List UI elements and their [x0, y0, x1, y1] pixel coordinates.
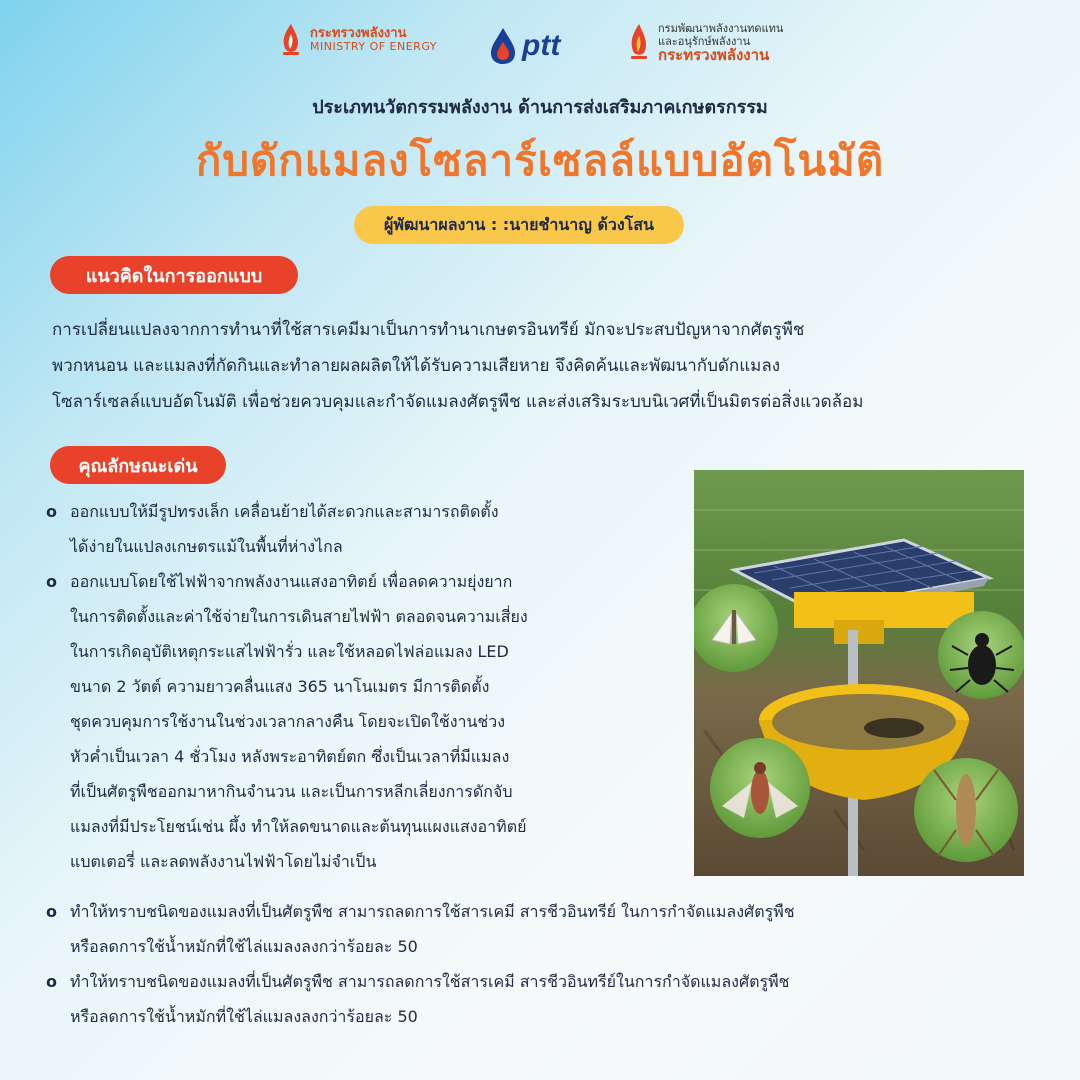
feature-item	[46, 564, 666, 879]
ministry-name-thai: กระทรวงพลังงาน	[310, 26, 407, 41]
feature-line: ในการติดตั้งและค่าใช้จ่ายในการเดินสายไฟฟ้า ตลอดจนความเสี่ยง	[70, 607, 528, 626]
ministry-of-energy-logo	[278, 22, 437, 58]
dede-name-line-1: กรมพัฒนาพลังงานทดแทน	[658, 22, 784, 35]
bullet-marker: o	[46, 902, 57, 921]
ptt-drop-icon	[488, 26, 518, 66]
feature-item	[46, 894, 1036, 964]
developer-badge: ผู้พัฒนาผลงาน : :นายชำนาญ ด้วงโสน	[354, 206, 684, 244]
concept-line: พวกหนอน และแมลงที่กัดกินและทำลายผลผลิตให้ได้รับความเสียหาย จึงคิดค้นและพัฒนากับดักแมลง	[52, 356, 781, 376]
ptt-wordmark: ptt	[522, 29, 561, 62]
bullet-marker: o	[46, 572, 57, 591]
beetle-icon	[938, 611, 1024, 699]
feature-line: หรือลดการใช้น้ำหมักที่ใช้ไล่แมลงลงกว่าร้อยละ 50	[70, 1007, 418, 1026]
feature-item	[46, 494, 666, 564]
feature-item	[46, 964, 1036, 1034]
moth-icon	[694, 584, 778, 672]
feature-line: ในการเกิดอุบัติเหตุกระแสไฟฟ้ารั่ว และใช้หลอดไฟล่อแมลง LED	[70, 642, 509, 661]
logo-bar	[0, 22, 1080, 72]
feature-line: ทำให้ทราบชนิดของแมลงที่เป็นศัตรูพืช สามารถลดการใช้สารเคมี สารชีวอินทรีย์ ในการกำจัดแมลงศัตรูพืช	[70, 902, 795, 921]
flame-emblem-icon	[626, 22, 652, 62]
feature-line: ทำให้ทราบชนิดของแมลงที่เป็นศัตรูพืช สามารถลดการใช้สารเคมี สารชีวอินทรีย์ในการกำจัดแมลงศัตรูพืช	[70, 972, 790, 991]
feature-line: ชุดควบคุมการใช้งานในช่วงเวลากลางคืน โดยจะเปิดใช้งานช่วง	[70, 712, 506, 731]
bullet-marker: o	[46, 502, 57, 521]
dede-logo	[626, 22, 783, 62]
feature-line: ออกแบบโดยใช้ไฟฟ้าจากพลังงานแสงอาทิตย์ เพื่อลดความยุ่งยาก	[70, 572, 513, 591]
solar-trap-photo	[694, 470, 1024, 876]
feature-list-bottom	[46, 894, 1036, 1034]
flame-emblem-icon	[278, 22, 304, 58]
bullet-marker: o	[46, 972, 57, 991]
features-heading: คุณลักษณะเด่น	[50, 446, 226, 484]
concept-heading: แนวคิดในการออกแบบ	[50, 256, 298, 294]
concept-paragraph	[52, 312, 1042, 420]
feature-line: หัวค่ำเป็นเวลา 4 ชั่วโมง หลังพระอาทิตย์ตก ซึ่งเป็นเวลาที่มีแมลง	[70, 747, 510, 766]
grasshopper-icon	[914, 758, 1018, 862]
feature-line: ออกแบบให้มีรูปทรงเล็ก เคลื่อนย้ายได้สะดวกและสามารถติดตั้ง	[70, 502, 499, 521]
feature-line: หรือลดการใช้น้ำหมักที่ใช้ไล่แมลงลงกว่าร้อยละ 50	[70, 937, 418, 956]
dede-name-line-2: และอนุรักษ์พลังงาน	[658, 35, 751, 48]
ministry-name-english: MINISTRY OF ENERGY	[310, 40, 438, 53]
feature-list-top	[46, 494, 666, 879]
feature-line: ขนาด 2 วัตต์ ความยาวคลื่นแสง 365 นาโนเมตร มีการติดตั้ง	[70, 677, 490, 696]
ptt-logo	[488, 26, 560, 66]
feature-line: ได้ง่ายในแปลงเกษตรแม้ในพื้นที่ห่างไกล	[70, 537, 343, 556]
feature-line: ที่เป็นศัตรูพืชออกมาหากินจำนวน และเป็นการหลีกเลี่ยงการดักจับ	[70, 782, 513, 801]
feature-line: แมลงที่มีประโยชน์เช่น ผึ้ง ทำให้ลดขนาดและต้นทุนแผงแสงอาทิตย์	[70, 817, 527, 836]
fly-icon	[710, 738, 810, 838]
dede-ministry-name: กระทรวงพลังงาน	[658, 46, 770, 64]
concept-line: โซลาร์เซลล์แบบอัตโนมัติ เพื่อช่วยควบคุมและกำจัดแมลงศัตรูพืช และส่งเสริมระบบนิเวศที่เป็นมิตรต่อสิ่งแวดล้อม	[52, 392, 864, 412]
page-title: กับดักแมลงโซลาร์เซลล์แบบอัตโนมัติ	[195, 136, 885, 185]
concept-line: การเปลี่ยนแปลงจากการทำนาที่ใช้สารเคมีมาเป็นการทำนาเกษตรอินทรีย์ มักจะประสบปัญหาจากศัตรูพืช	[52, 320, 805, 340]
feature-line: แบตเตอรี่ และลดพลังงานไฟฟ้าโดยไม่จำเป็น	[70, 852, 377, 871]
category-subtitle: ประเภทนวัตกรรมพลังงาน ด้านการส่งเสริมภาคเกษตรกรรม	[312, 97, 768, 118]
